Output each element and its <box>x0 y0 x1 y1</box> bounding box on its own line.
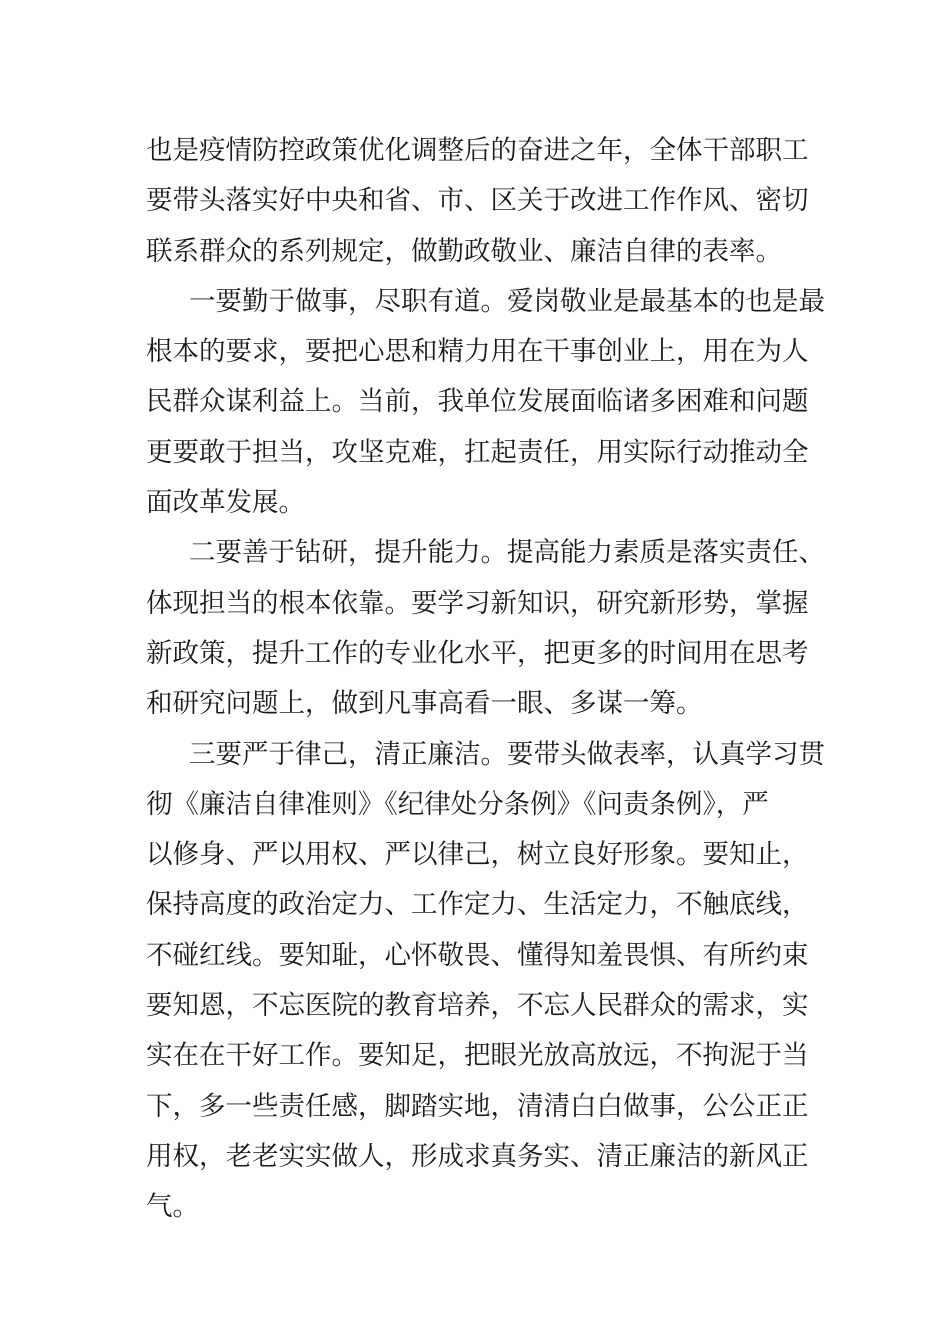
text-line: 体现担当的根本依靠。要学习新知识，研究新形势，掌握 <box>146 587 809 619</box>
paragraph-2 <box>146 277 825 528</box>
text-line: 彻《廉洁自律准则》《纪律处分条例》《问责条例》，严 <box>146 788 769 820</box>
paragraph-3 <box>146 528 825 729</box>
text-line: 下，多一些责任感，脚踏实地，清清白白做事，公公正正 <box>146 1090 809 1122</box>
text-line: 也是疫情防控政策优化调整后的奋进之年，全体干部职工 <box>146 135 809 166</box>
text-line: 联系群众的系列规定，做勤政敬业、廉洁自律的表率。 <box>146 235 782 267</box>
text-line: 要带头落实好中央和省、市、区关于改进工作作风、密切 <box>146 185 809 217</box>
text-line: 以修身、严以用权、严以律己，树立良好形象。要知止， <box>146 839 809 871</box>
text-line: 三要严于律己，清正廉洁。要带头做表率，认真学习贯 <box>189 738 825 770</box>
text-line: 用权，老老实实做人，形成求真务实、清正廉洁的新风正 <box>146 1140 809 1172</box>
text-line: 一要勤于做事，尽职有道。爱岗敬业是最基本的也是最 <box>189 285 825 317</box>
text-line: 实在在干好工作。要知足，把眼光放高放远，不拘泥于当 <box>146 1040 809 1072</box>
text-line: 更要敢于担当，攻坚克难，扛起责任，用实际行动推动全 <box>146 436 809 468</box>
text-line: 要知恩，不忘医院的教育培养，不忘人民群众的需求，实 <box>146 990 809 1022</box>
text-line: 根本的要求，要把心思和精力用在干事创业上，用在为人 <box>146 336 809 368</box>
document-body <box>146 126 825 1233</box>
text-line: 面改革发展。 <box>146 487 305 519</box>
paragraph-4 <box>146 730 825 1233</box>
text-line: 保持高度的政治定力、工作定力、生活定力，不触底线， <box>146 889 809 921</box>
text-line: 二要善于钻研，提升能力。提高能力素质是落实责任、 <box>189 537 825 569</box>
text-line: 民群众谋利益上。当前，我单位发展面临诸多困难和问题 <box>146 386 809 418</box>
text-line: 不碰红线。要知耻，心怀敬畏、懂得知羞畏惧、有所约束 <box>146 939 809 971</box>
text-line: 新政策，提升工作的专业化水平，把更多的时间用在思考 <box>146 637 809 669</box>
text-line: 气。 <box>146 1191 199 1223</box>
text-line: 和研究问题上，做到凡事高看一眼、多谋一筹。 <box>146 688 703 720</box>
paragraph-1 <box>146 126 808 277</box>
